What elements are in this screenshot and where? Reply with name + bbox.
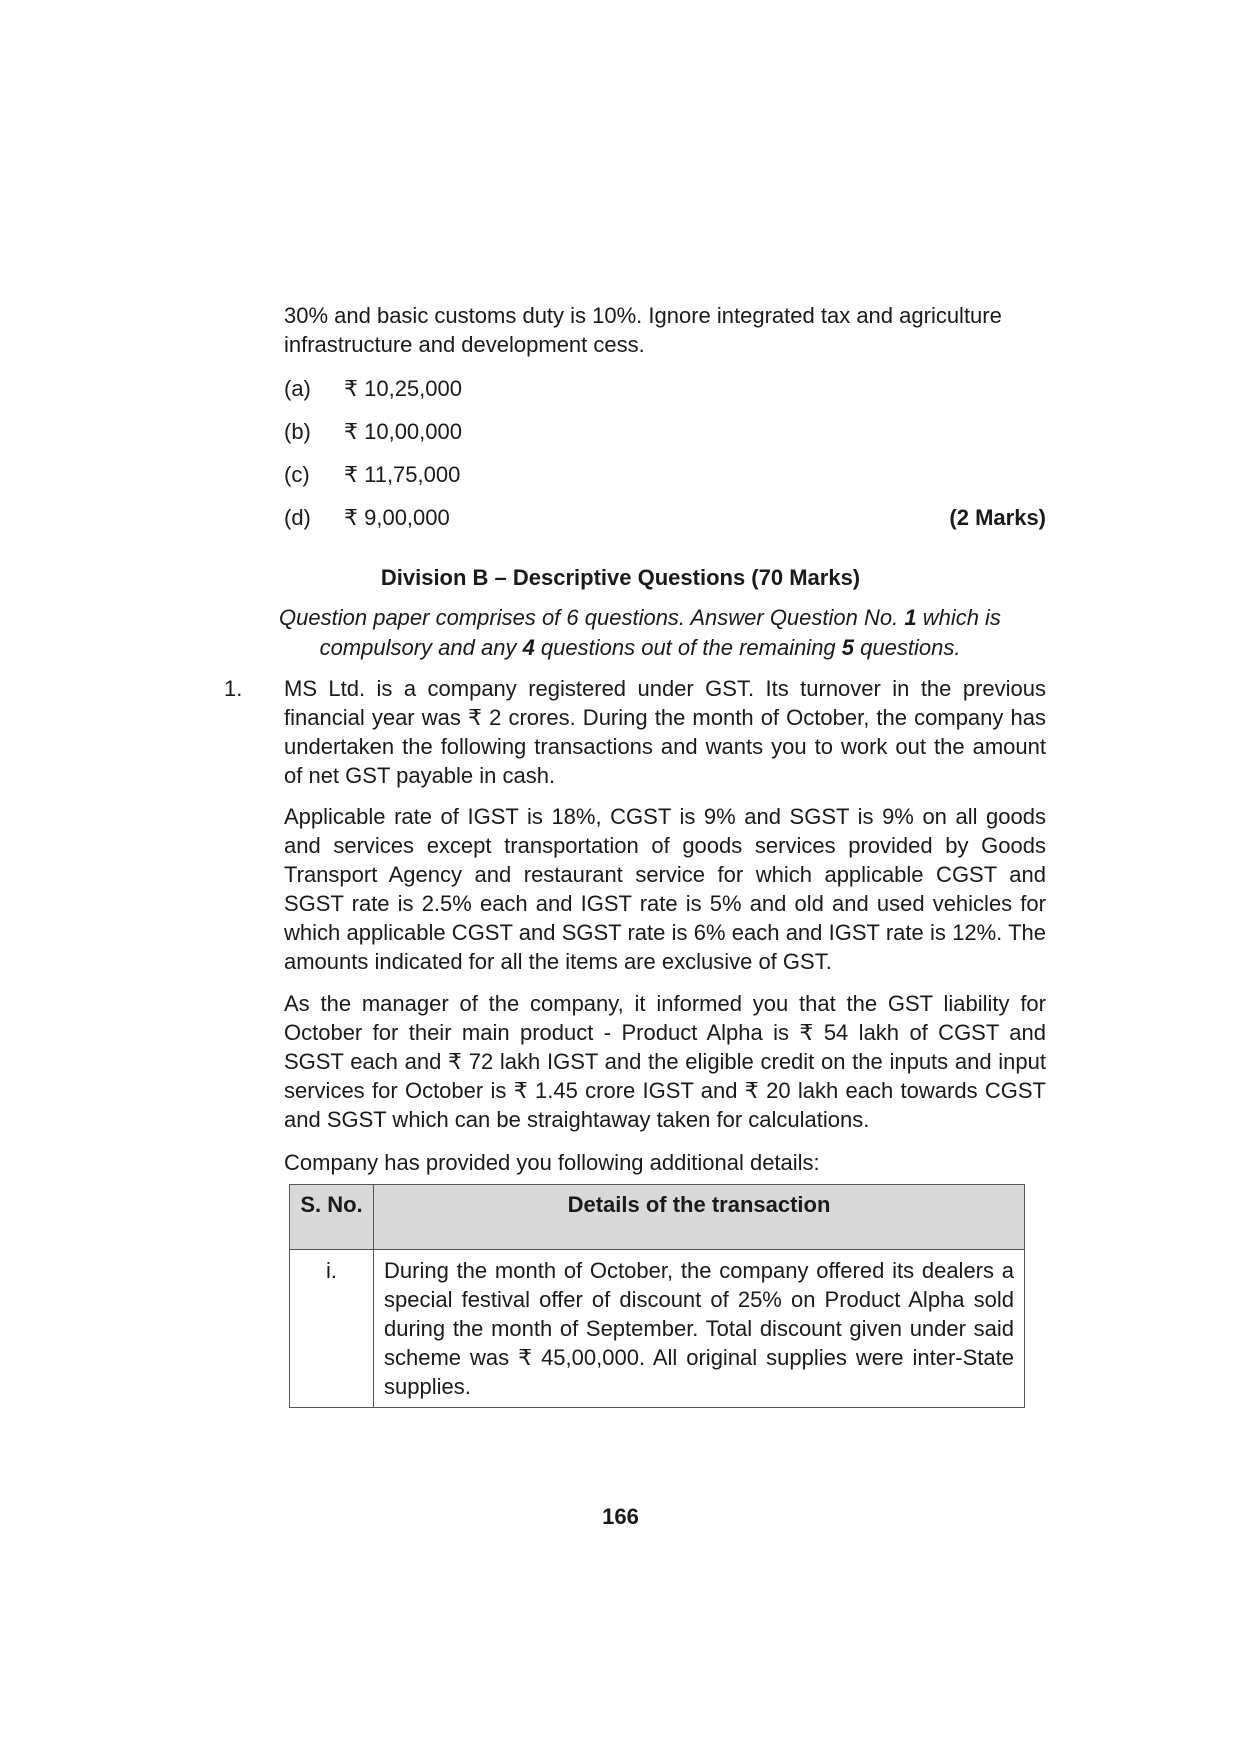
instructions-part: questions. — [854, 635, 961, 660]
instructions-part: which is compulsory and any — [319, 605, 1001, 660]
question-paragraph: MS Ltd. is a company registered under GST. Its turnover in the previous financial year was ₹ 2 crores. During the month of October, the company has undertaken the following transactions and wants you to work out the amount of net GST payable in cash. — [284, 676, 1046, 788]
option-letter: (c) — [284, 462, 310, 487]
transaction-table — [289, 1184, 1025, 1408]
question-number: 1. — [224, 676, 243, 701]
table-row — [290, 1250, 1025, 1408]
option-value: ₹ 11,75,000 — [344, 462, 461, 487]
question-intro-text: 30% and basic customs duty is 10%. Ignore integrated tax and agriculture infrastructure and development cess. — [284, 303, 1002, 357]
sno-header: S. No. — [290, 1185, 374, 1250]
sno-cell: i. — [290, 1250, 374, 1408]
option-letter: (d) — [284, 505, 311, 530]
option-letter: (a) — [284, 376, 311, 401]
option-b — [284, 417, 1046, 447]
page-number: 166 — [602, 1504, 639, 1529]
instructions-part: questions out of the remaining — [534, 635, 842, 660]
option-a — [284, 374, 1046, 404]
instructions-number: 1 — [904, 605, 917, 630]
instructions-text — [230, 603, 1050, 663]
division-heading: Division B – Descriptive Questions (70 Marks) — [380, 565, 861, 590]
option-value: ₹ 10,25,000 — [344, 376, 462, 401]
details-header: Details of the transaction — [374, 1185, 1025, 1250]
details-cell: During the month of October, the company offered its dealers a special festival offer of discount of 25% on Product Alpha sold during the month of September. Total discount given under said scheme was ₹ 45,00,000. All original supplies were inter-State supplies. — [374, 1250, 1025, 1408]
option-letter: (b) — [284, 419, 311, 444]
question-paragraph: Applicable rate of IGST is 18%, CGST is 9% and SGST is 9% on all goods and services except transportation of goods services provided by Goods Transport Agency and restaurant service for which applicable CGST and SGST rate is 2.5% each and IGST rate is 5% and old and used vehicles for which applicable CGST and SGST rate is 6% each and IGST rate is 12%. The amounts indicated for all the items are exclusive of GST. — [284, 804, 1046, 974]
instructions-part: Question paper comprises of 6 questions. Answer Question No. — [279, 605, 905, 630]
question-paragraph: Company has provided you following additional details: — [284, 1150, 820, 1175]
instructions-number: 5 — [841, 635, 855, 660]
option-c — [284, 460, 1046, 490]
table-header-row — [290, 1185, 1025, 1250]
option-value: ₹ 9,00,000 — [344, 505, 450, 530]
instructions-number: 4 — [522, 635, 535, 660]
option-d — [284, 503, 1046, 533]
option-value: ₹ 10,00,000 — [344, 419, 462, 444]
marks-label: (2 Marks) — [949, 505, 1046, 530]
question-paragraph: As the manager of the company, it informed you that the GST liability for October for their main product - Product Alpha is ₹ 54 lakh of CGST and SGST each and ₹ 72 lakh IGST and the eligible credit on the inputs and input services for October is ₹ 1.45 crore IGST and ₹ 20 lakh each towards CGST and SGST which can be straightaway taken for calculations. — [284, 991, 1046, 1132]
